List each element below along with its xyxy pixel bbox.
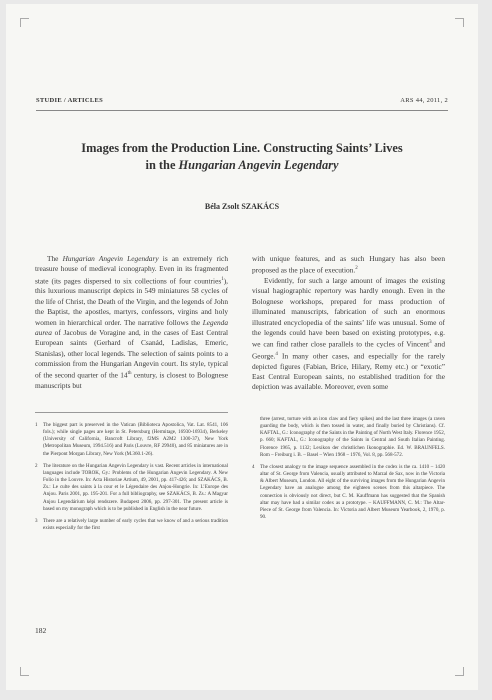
header-rule [36, 110, 448, 111]
footnote [35, 463, 228, 513]
footnote-continued [252, 416, 445, 459]
title-line-2-italic: Hungarian Angevin Legendary [178, 158, 339, 172]
footnote-number: 4 [252, 463, 255, 470]
footnote [252, 464, 445, 521]
body-column-right [252, 254, 445, 393]
footnote-text: three (arrest, torture with an iron claw and fiery spikes) and the last three images (a raven guarding the body, which is then tossed in water, and finally buried by Christians). Cf. KAFTAL, G.: Iconography of the Saints in the Painting of North West Italy. Florence 1952, p. 660; KAFTAL, G.: Iconography of the Saints in Central and South Italian Painting. Florence 1965, p. 1132; Lexikon der christlichen Ikonographie. Ed. W. BRAUNFELS. Rom – Freiburg i. B. – Basel – Wien 1968 – 1976, Vol. 8, pp. 568-572. [260, 416, 445, 458]
footnote-ref[interactable]: 2 [355, 266, 358, 272]
footnote-text: The biggest part is preserved in the Vatican (Biblioteca Apostolica, Vat. Lat. 8541, 106 fols.); while single pages are kept in St. Petersburg (Hermitage, 16930-16934), Berkeley (University of California, Bancroft Library, f2MS A2M2 1300-37), New York (Metropolitan Museum, 1994.516) and Paris (Louvre, RF 29940), and 85 miniatures are in the Pierpont Morgan Library, New York (M.360.1-26). [43, 422, 228, 457]
footnotes-left [35, 422, 228, 537]
footnote-ref[interactable]: 1 [221, 276, 224, 282]
text-run: century, is closest to Bolognese manuscripts but [35, 370, 228, 390]
author-name: Béla Zsolt SZAKÁCS [204, 202, 280, 211]
text-run: In many other cases, and especially for the rarely depicted figures (Fabian, Brice, Hilary, Remy etc.) or “exotic” East Central European saints, no established tradition for the depiction was available. Moreover, even some [252, 351, 445, 392]
journal-issue: ARS 44, 2011, 2 [400, 97, 448, 104]
body-paragraph [252, 254, 445, 276]
footnote-text: The literature on the Hungarian Angevin Legendary is vast. Recent articles in international languages include TOROK, Gy.: Problems of the Hungarian Angevin Legendary. A New Folio in the Louvre. In: Acta Historiae Artium, 49, 2001, pp. 417-426; and SZAKÁCS, B. Zs.: Le culte des saints à la cour et le Légendaire des Anjou-Hongrie. In: L’Europe des Anjou. Paris 2001, pp. 195-201. For a full bibliography, see SZAKÁCS, B. Zs.: A Magyar Anjou Legendárium képi rendszere. Budapest 2006, pp. 297-301. The present article is based on my monograph which is to be published in English in the near future. [43, 462, 228, 512]
footnote-number: 3 [35, 517, 38, 524]
crop-mark [20, 667, 29, 676]
body-column-left [35, 254, 228, 391]
footnote-number: 2 [35, 462, 38, 469]
body-paragraph [35, 254, 228, 391]
text-run: The [47, 254, 63, 263]
crop-mark [455, 667, 464, 676]
footnote [35, 422, 228, 458]
running-head [36, 97, 448, 107]
superscript: th [127, 371, 132, 377]
article-title [46, 140, 438, 174]
crop-mark [20, 18, 29, 27]
text-run: and George. [252, 339, 445, 361]
footnote-ref[interactable]: 3 [429, 340, 432, 346]
title-line-2 [46, 157, 438, 174]
footnote [35, 518, 228, 532]
text-run-italic: Legenda aurea [35, 317, 228, 337]
title-line-2-prefix: in the [145, 158, 179, 172]
text-run: with unique features, and as such Hungary has also been proposed as the place of execution. [252, 254, 445, 275]
footnote-rule [35, 412, 228, 413]
body-paragraph [252, 276, 445, 393]
journal-page [6, 4, 478, 690]
title-line-1: Images from the Production Line. Constructing Saints’ Lives [81, 141, 403, 155]
footnote-text: The closest analogy to the image sequence assembled in the codex is the ca. 1410 – 1420 altar of St. George from Valencia, usually attributed to Marzal de Sax, now in the Victoria & Albert Museum, London. All eight of the surviving images from the Hungarian Angevin Legendary have an analogue among the eighteen scenes from this altarpiece. The connection is obviously not direct, but C. M. Kauffmann has suggested that the Spanish altar may have had a similar codex as a prototype. – KAUFFMANN, C. M.: The Altar-Piece of St. George from Valencia. In: Victoria and Albert Museum Yearbook, 2, 1970, p. 90. [260, 463, 445, 521]
crop-mark [455, 18, 464, 27]
footnotes-right [252, 416, 445, 526]
footnote-ref[interactable]: 4 [275, 351, 278, 357]
footnote-text: There are a relatively large number of early cycles that we know of and a serious tradition exists especially for the first [43, 517, 228, 532]
text-run: ), this luxurious manuscript depicts in 549 miniatures 58 cycles of the life of Christ, the Death of the Virgin, and the legends of John the Baptist, the apostles, martyrs, confessors, virgins and holy women in hierarchical order. The narrative follows the [35, 276, 228, 327]
page-number: 182 [35, 626, 47, 635]
text-run: of Jacobus de Voragine and, in the cases of East Central European saints (Gerhard of Csanád, Ladislas, Emeric, Stanislas), other local legends. The selection of saints points to a commission from the Hungarian Angevin court. Its style, typical of the second quarter of the 14 [35, 327, 228, 380]
text-run: is an extremely rich treasure house of medieval iconography. Even in its fragmented state (its pages dispersed to six collections of four countries [35, 254, 228, 286]
section-label: STUDIE / ARTICLES [36, 97, 104, 104]
text-run-italic: Hungarian Angevin Legendary [62, 254, 159, 263]
footnote-number: 1 [35, 422, 38, 428]
text-run: Evidently, for such a large amount of images the existing visual hagiographic repertory was hardly enough. Even in the Bolognese workshops, prepared for mass production of illuminated manuscripts, fabrication of such an enormous illustrated encyclopedia of the saints’ life was unusual. Some of the legends could have been based on existing prototypes, e.g. we can find rather close parallels to the cycles of Vincent [252, 276, 445, 349]
